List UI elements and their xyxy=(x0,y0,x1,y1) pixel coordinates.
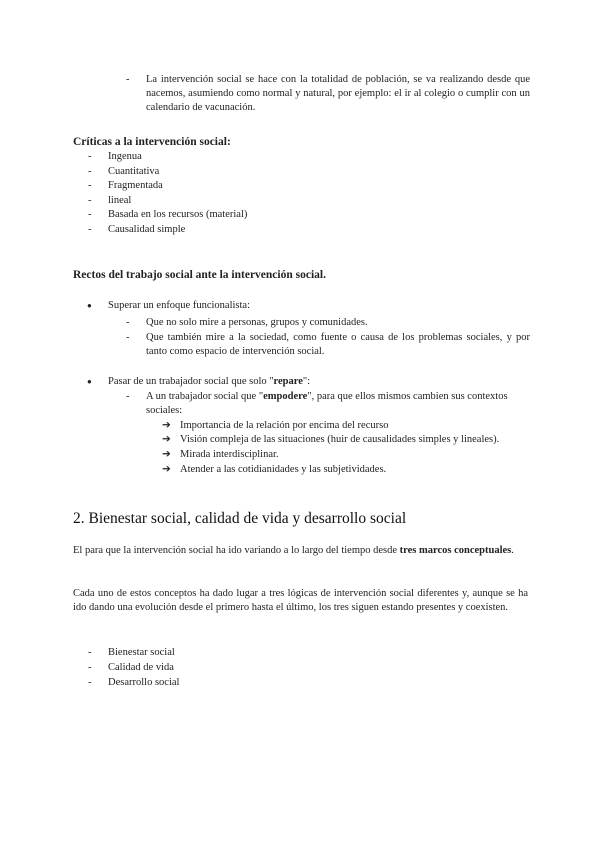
list-item-text: Basada en los recursos (material) xyxy=(108,209,248,220)
list-item xyxy=(88,194,132,209)
bullet-marker: ● xyxy=(87,301,92,310)
dash-marker: - xyxy=(88,165,92,177)
arrow-icon: ➔ xyxy=(162,434,171,445)
dash-marker: - xyxy=(88,151,92,162)
list-item xyxy=(88,150,142,165)
list-item-text: Causalidad simple xyxy=(108,223,186,235)
arrow-item-text: Mirada interdisciplinar. xyxy=(180,449,279,460)
list-item xyxy=(88,646,175,661)
dash-marker: - xyxy=(126,332,130,343)
arrow-item xyxy=(162,448,279,462)
arrow-item xyxy=(162,433,499,447)
list-item xyxy=(88,208,248,223)
list-item xyxy=(88,165,160,180)
list-item-text: lineal xyxy=(108,194,132,206)
list-item-text: Bienestar social xyxy=(108,647,175,658)
sub-item-text: Que no solo mire a personas, grupos y comunidades. xyxy=(146,317,368,328)
bold-term: empodere xyxy=(263,391,308,402)
dash-marker: - xyxy=(88,647,92,658)
retos-heading: Rectos del trabajo social ante la intervención social. xyxy=(73,269,326,281)
sub-item-text: Que también mire a la sociedad, como fuente o causa de los problemas sociales, y por tanto como espacio de intervención social. xyxy=(146,332,530,357)
arrow-item-text: Atender a las cotidianidades y las subjetividades. xyxy=(180,464,387,475)
list-item xyxy=(88,179,163,194)
criticas-heading: Críticas a la intervención social: xyxy=(73,136,231,148)
arrow-item-text: Importancia de la relación por encima del recurso xyxy=(180,420,389,431)
concepts-list xyxy=(88,646,180,691)
dash-marker: - xyxy=(88,223,92,235)
dash-marker: - xyxy=(126,74,130,85)
list-item-text: Cuantitativa xyxy=(108,165,160,177)
list-item-text: Desarrollo social xyxy=(108,677,180,688)
criticas-list xyxy=(88,150,248,237)
paragraph: El para que la intervención social ha ido variando a lo largo del tiempo desde tres marcos conceptuales. xyxy=(73,545,514,556)
list-item-text: Fragmentada xyxy=(108,180,163,191)
dash-marker: - xyxy=(88,194,92,206)
bold-term: repare xyxy=(273,376,303,387)
intro-text: La intervención social se hace con la totalidad de población, se va realizando desde que nacemos, asumiendo como normal y natural, por ejemplo: el ir al colegio o cumplir con un calendario de vacunación. xyxy=(146,74,530,113)
dash-marker: - xyxy=(126,391,130,402)
arrow-icon: ➔ xyxy=(162,449,171,460)
sub-list-item xyxy=(126,316,530,330)
list-item-text: Calidad de vida xyxy=(108,662,174,673)
list-item xyxy=(88,676,180,691)
intro-list-item xyxy=(126,73,530,117)
sub-list-item xyxy=(126,390,530,420)
dash-marker: - xyxy=(126,317,130,328)
arrow-icon: ➔ xyxy=(162,420,171,431)
list-item xyxy=(88,661,174,676)
arrow-item xyxy=(162,463,386,477)
dash-marker: - xyxy=(88,209,92,220)
dash-marker: - xyxy=(88,677,92,688)
bullet-text: Pasar de un trabajador social que solo "repare": xyxy=(108,376,311,387)
dash-marker: - xyxy=(88,180,92,191)
list-item-text: Ingenua xyxy=(108,151,142,162)
bullet-marker: ● xyxy=(87,377,92,386)
arrow-item-text: Visión compleja de las situaciones (huir de causalidades simples y lineales). xyxy=(180,434,500,445)
bold-term: tres marcos conceptuales xyxy=(399,545,512,556)
arrow-item xyxy=(162,419,388,433)
dash-marker: - xyxy=(88,662,92,673)
paragraph: Cada uno de estos conceptos ha dado lugar a tres lógicas de intervención social diferentes y, aunque se ha ido dando una evolución desde el primero hasta el último, los tres siguen estando presentes y coexisten. xyxy=(73,588,528,613)
bullet-text: Superar un enfoque funcionalista: xyxy=(108,300,250,311)
sub-item-text: A un trabajador social que "empodere", para que ellos mismos cambien sus contextos sociales: xyxy=(146,391,508,416)
section-heading: 2. Bienestar social, calidad de vida y desarrollo social xyxy=(73,510,407,527)
list-item xyxy=(88,223,186,238)
sub-list-item xyxy=(126,331,530,361)
arrow-icon: ➔ xyxy=(162,464,171,475)
